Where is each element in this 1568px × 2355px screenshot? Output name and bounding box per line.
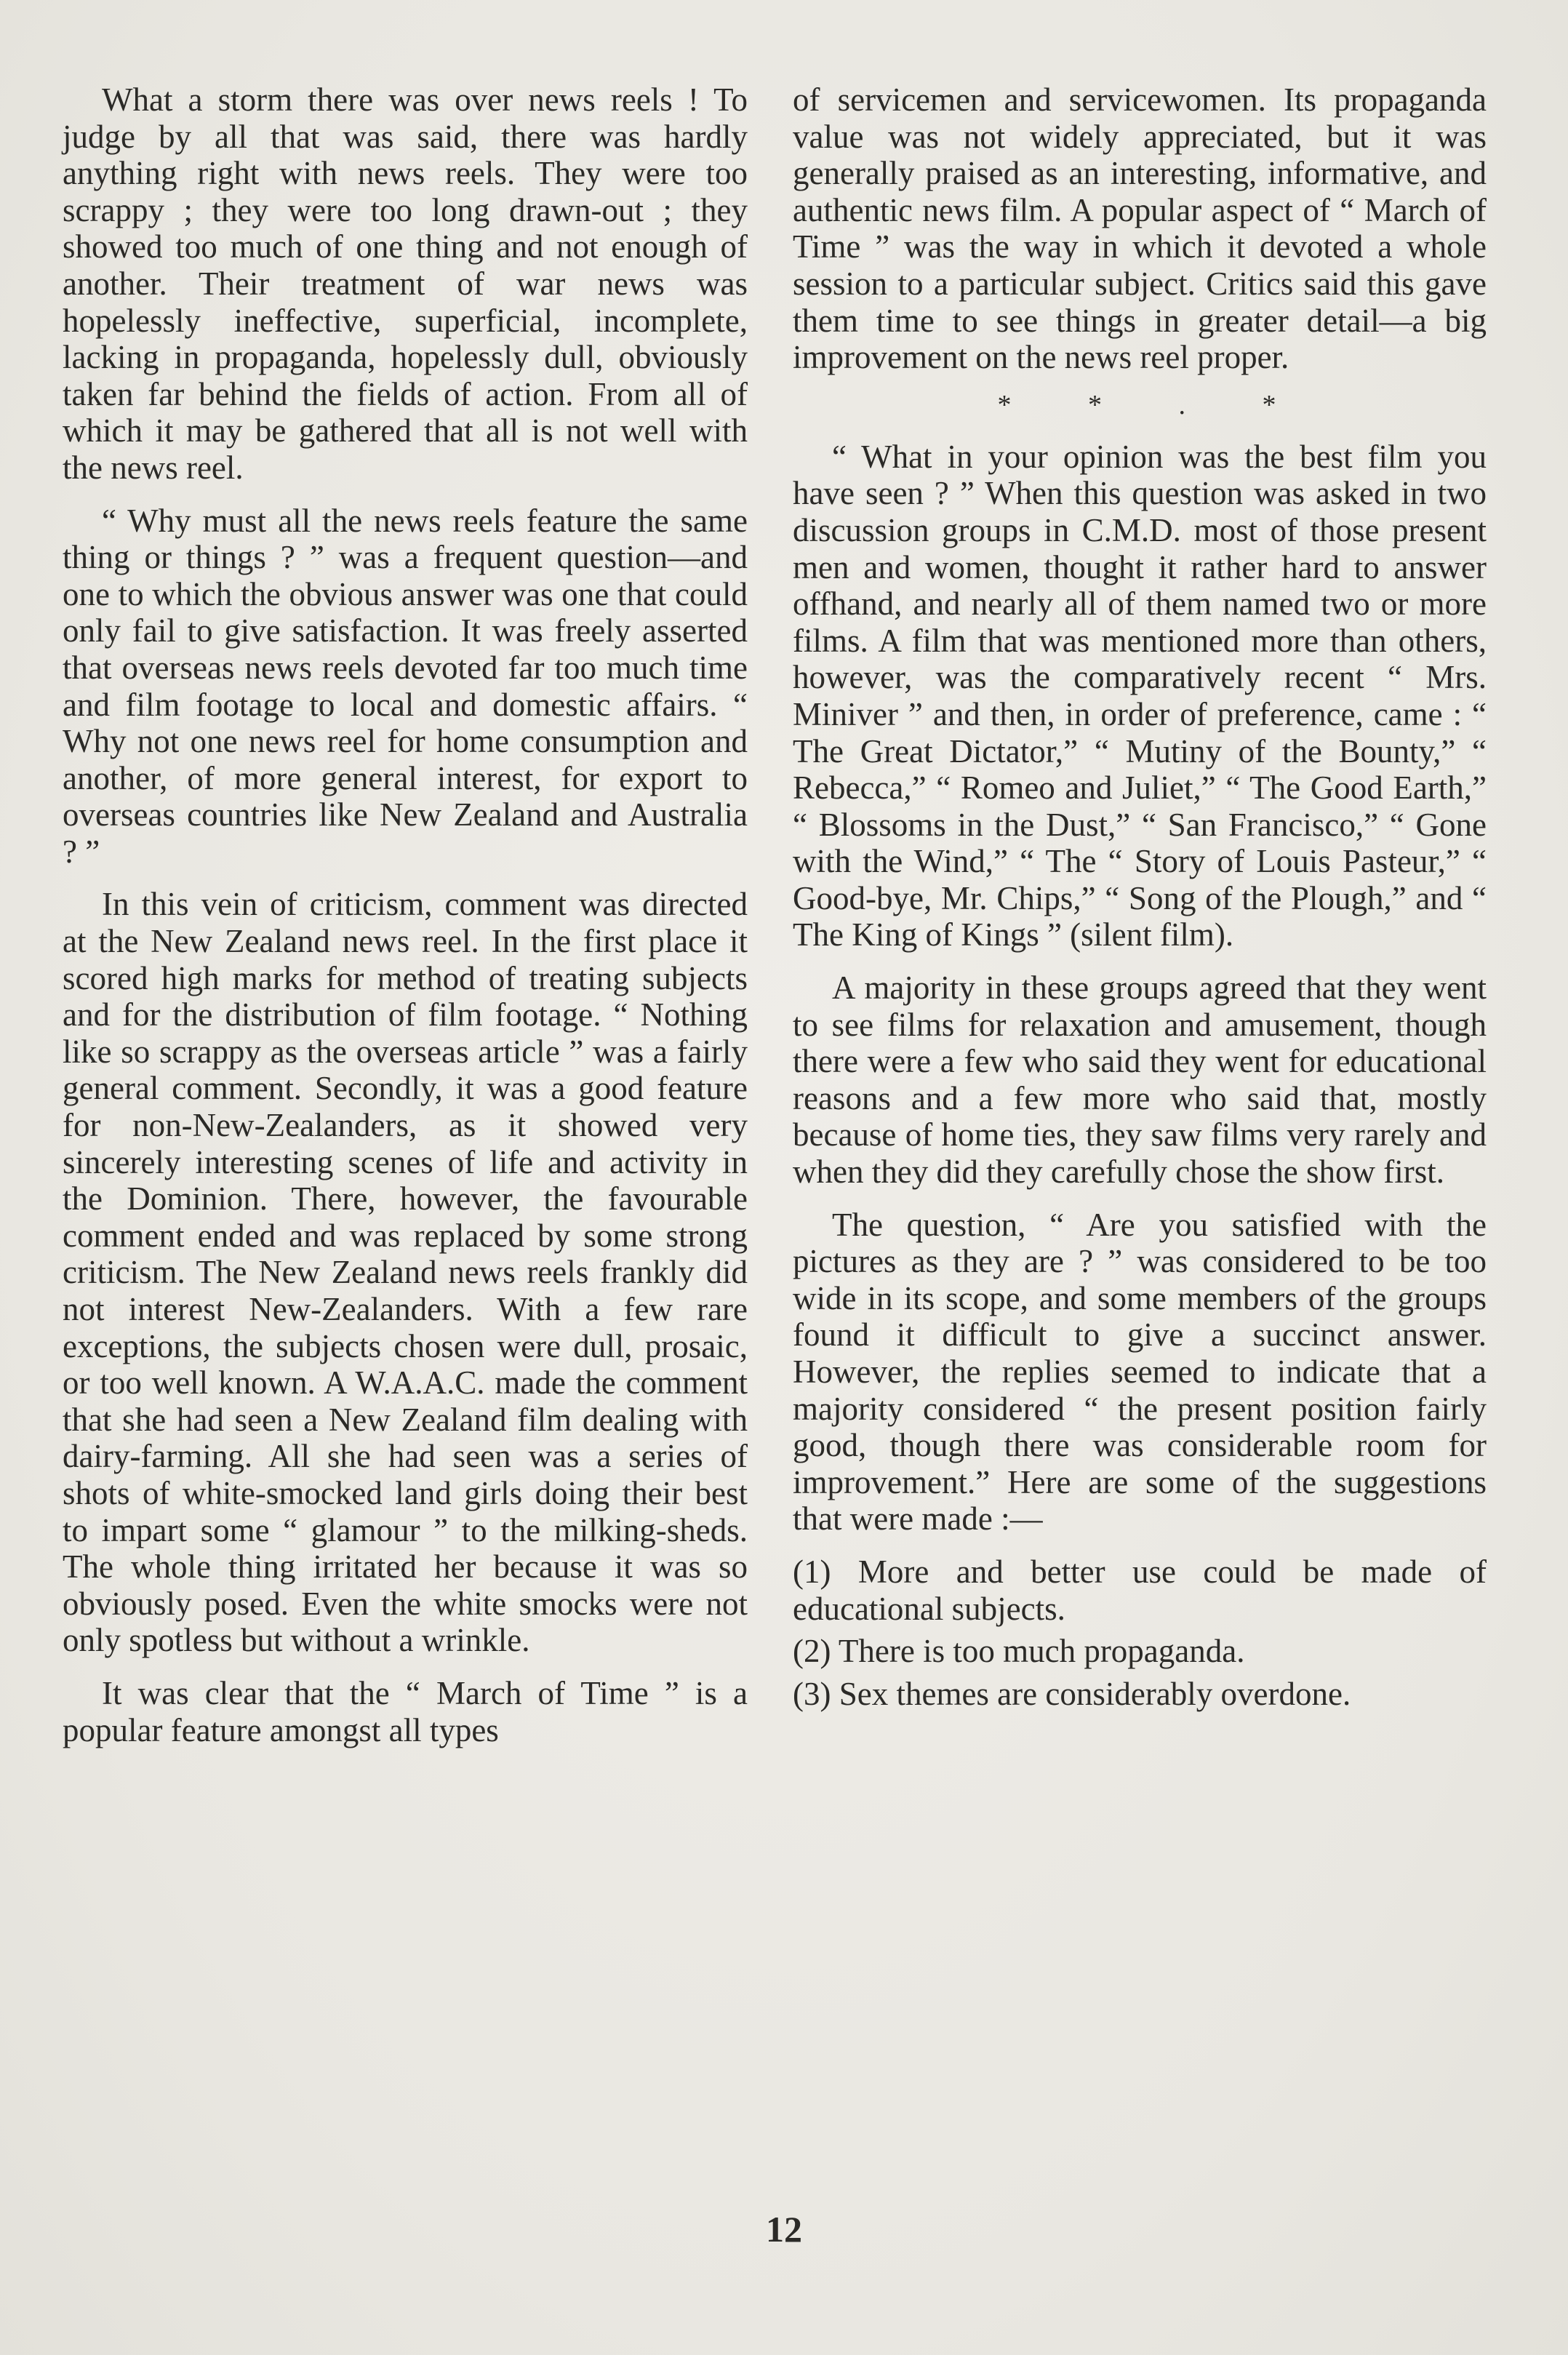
paragraph-march-of-time: It was clear that the “ March of Time ” is a popular feature amongst all types [63, 1674, 748, 1748]
paragraph-continuation: of servicemen and servicewomen. Its propaganda value was not widely appreciated, but it was generally praised as an interesting, informative, and authentic news film. A popular aspect of “ March of Time ” was the way in which it devoted a whole session to a particular subject. Critics said this gave them time to see things in greater detail—a big improvement on the news reel proper. [793, 81, 1487, 376]
suggestion-item: (2) There is too much propaganda. [793, 1633, 1245, 1670]
page-number: 12 [766, 2209, 802, 2250]
paragraph-news-reels-storm: What a storm there was over news reels ! To judge by all that was said, there was hardly anything right with news reels. They were too scrappy ; they were too long drawn-out ; they showed too much of one thing and not enough of another. Their treatment of war news was hopelessly ineffective, superficial, incomplete, lacking in propaganda, hopelessly dull, obviously taken far behind the fields of action. From all of which it may be gathered that all is not well with the news reel. [63, 81, 748, 486]
paragraph-why-must: “ Why must all the news reels feature the same thing or things ? ” was a frequent question—and one to which the obvious answer was one that could only fail to give satisfaction. It was freely asserted that overseas news reels devoted far too much time and film footage to local and domestic affairs. “ Why not one news reel for home consumption and another, of more general interest, for export to overseas countries like New Zealand and Australia ? ” [63, 502, 748, 870]
left-column [63, 81, 748, 1764]
paragraph-new-zealand-news-reel: In this vein of criticism, comment was directed at the New Zealand news reel. In the first place it scored high marks for method of treating subjects and for the distribution of film footage. “ Nothing like so scrappy as the overseas article ” was a fairly general comment. Secondly, it was a good feature for non-New-Zealanders, as it showed very sincerely interesting scenes of life and activity in the Dominion. There, however, the favourable comment ended and was replaced by some strong criticism. The New Zealand news reels frankly did not interest New-Zealanders. With a few rare exceptions, the subjects chosen were dull, prosaic, or too well known. A W.A.A.C. made the comment that she had seen a New Zealand film dealing with dairy-farming. All she had seen was a series of shots of white-smocked land girls doing their best to impart some “ glamour ” to the milking-sheds. The whole thing irritated her because it was so obviously posed. Even the white smocks were not only spotless but without a wrinkle. [63, 886, 748, 1659]
section-separator: * * . * [997, 389, 1311, 420]
suggestion-item: (3) Sex themes are considerably overdone. [793, 1675, 1351, 1712]
paragraph-majority: A majority in these groups agreed that they went to see films for relaxation and amusement, though there were a few who said they went for educational reasons and a few more who said that, mostly because of home ties, they saw films very rarely and when they did they carefully chose the show first. [793, 969, 1487, 1191]
paragraph-best-film: “ What in your opinion was the best film you have seen ? ” When this question was asked in two discussion groups in C.M.D. most of those present men and women, thought it rather hard to answer offhand, and nearly all of them named two or more films. A film that was mentioned more than others, however, was the comparatively recent “ Mrs. Miniver ” and then, in order of preference, came : “ The Great Dictator,” “ Mutiny of the Bounty,” “ Rebecca,” “ Romeo and Juliet,” “ The Good Earth,” “ Blossoms in the Dust,” “ San Francisco,” “ Gone with the Wind,” “ The “ Story of Louis Pasteur,” “ Good-bye, Mr. Chips,” “ Song of the Plough,” and “ The King of Kings ” (silent film). [793, 438, 1487, 953]
suggestion-item: (1) More and better use could be made of educational subjects. [793, 1553, 1487, 1627]
paragraph-satisfied-question: The question, “ Are you satisfied with the pictures as they are ? ” was considered to be too wide in its scope, and some members of the groups found it difficult to give a succinct answer. However, the replies seemed to indicate that a majority considered “ the present position fairly good, though there was considerable room for improvement.” Here are some of the suggestions that were made :— [793, 1206, 1487, 1538]
right-column [793, 81, 1487, 1718]
